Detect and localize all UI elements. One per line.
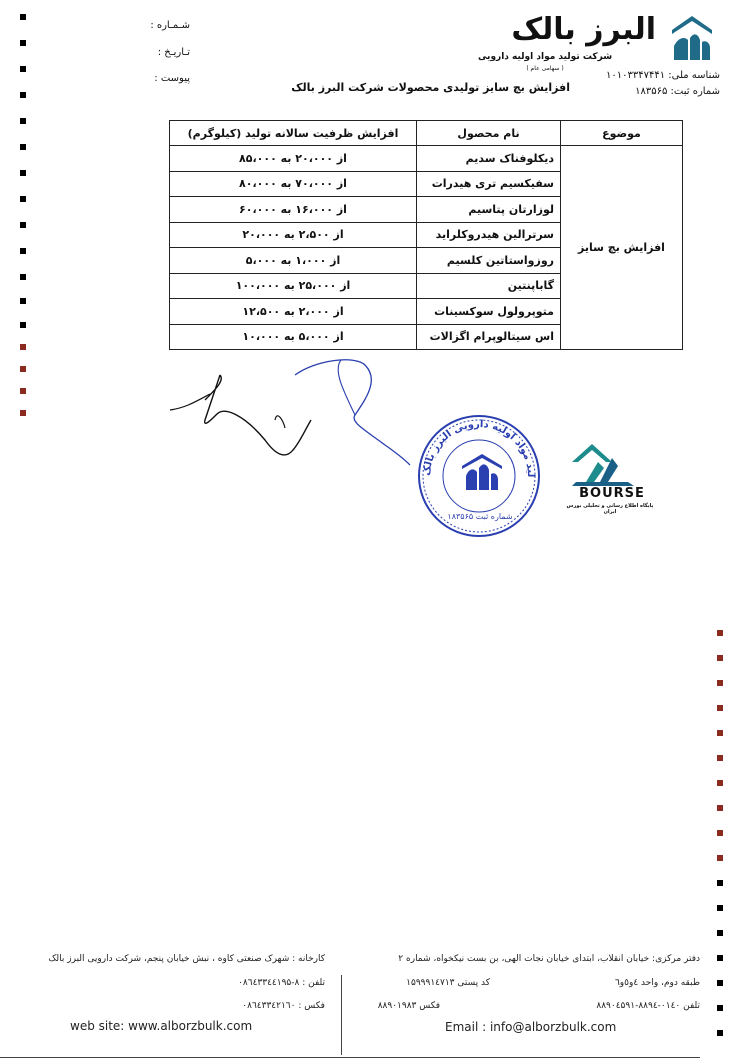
margin-mark: [20, 222, 26, 228]
company-stamp: [410, 410, 550, 544]
margin-mark: [717, 905, 723, 911]
margin-mark: [20, 344, 26, 350]
margin-mark: [20, 118, 26, 124]
company-subtitle: شرکت تولید مواد اولیه دارویی: [477, 52, 613, 62]
margin-mark: [20, 144, 26, 150]
company-logo-icon: [668, 12, 716, 66]
attachment-label: پيوست :: [154, 73, 190, 84]
margin-mark: [717, 630, 723, 636]
margin-mark: [717, 930, 723, 936]
margin-mark: [717, 880, 723, 886]
office-floor: طبقه دوم، واحد ٤و٥و٦: [614, 978, 700, 988]
document-title: افزایش بچ سایز تولیدی محصولات شرکت البرز بالک: [291, 81, 570, 94]
increase-cell: از ۱۶،۰۰۰ به ۶۰،۰۰۰: [170, 197, 417, 223]
margin-mark: [20, 248, 26, 254]
margin-mark: [20, 322, 26, 328]
footer-divider: [341, 975, 342, 1055]
increase-cell: از ۲،۰۰۰ به ۱۲،۵۰۰: [170, 299, 417, 325]
margin-mark: [20, 366, 26, 372]
topic-cell: افزایش بچ سایز: [561, 146, 683, 350]
product-cell: سرترالین هیدروکلراید: [417, 222, 561, 248]
factory-fax: فکس : ۰۸٦٤۳۳٤۲۱٦۰: [242, 1001, 325, 1011]
increase-cell: از ۱،۰۰۰ به ۵،۰۰۰: [170, 248, 417, 274]
number-label: شـمـاره :: [150, 20, 190, 31]
stamp-reg: شماره ثبت ۱۸۳۵۶۵: [447, 512, 513, 521]
margin-mark: [717, 1005, 723, 1011]
margin-mark: [20, 14, 26, 20]
bourse-logo-icon: [568, 442, 654, 492]
margin-mark: [20, 66, 26, 72]
margin-mark: [717, 705, 723, 711]
header-product: نام محصول: [417, 121, 561, 146]
website-link[interactable]: web site: www.alborzbulk.com: [70, 1019, 253, 1033]
margin-mark: [20, 170, 26, 176]
margin-mark: [717, 755, 723, 761]
office-phone: تلفن ۰۱٤٠-۸۸۹٤-۸۸۹۰٤۵۹۱: [596, 1001, 700, 1011]
bourse-logo: [566, 442, 654, 515]
margin-mark: [20, 92, 26, 98]
margin-mark: [717, 680, 723, 686]
batch-size-table: [169, 120, 683, 350]
margin-mark: [717, 655, 723, 661]
increase-cell: از ۲۰،۰۰۰ به ۸۵،۰۰۰: [170, 146, 417, 172]
email-link[interactable]: Email : info@alborzbulk.com: [445, 1020, 617, 1034]
registration-number: شماره ثبت: ۱۸۳۵۶۵: [635, 86, 720, 97]
margin-mark: [20, 410, 26, 416]
company-logo-text: البرز بالک: [511, 12, 656, 47]
margin-mark: [20, 40, 26, 46]
bourse-caption: پایگاه اطلاع رسانی و تحلیلی بورس ایران: [566, 503, 654, 515]
margin-mark: [20, 298, 26, 304]
postal-code: کد پستی ۱۵۹۹۹۱٤۷۱۳: [406, 978, 490, 988]
increase-cell: از ۲،۵۰۰ به ۲۰،۰۰۰: [170, 222, 417, 248]
product-cell: گاباپنتین: [417, 273, 561, 299]
margin-mark: [20, 388, 26, 394]
table-header-row: [170, 121, 683, 146]
increase-cell: از ۵،۰۰۰ به ۱۰،۰۰۰: [170, 324, 417, 350]
margin-mark: [717, 955, 723, 961]
product-cell: متوپرولول سوکسینات: [417, 299, 561, 325]
table-row: [170, 146, 683, 172]
bourse-name: BOURSE: [579, 486, 645, 501]
margin-mark: [20, 196, 26, 202]
increase-cell: از ۲۵،۰۰۰ به ۱۰۰،۰۰۰: [170, 273, 417, 299]
factory-phone: تلفن : ۸-۰۸٦٤۳۳٤٤۱۹۵: [238, 978, 325, 988]
office-address: دفتر مرکزی: خیابان انقلاب، ابتدای خیابان نجات الهی، بن بست نیکخواه، شماره ۲: [398, 954, 700, 964]
product-cell: روزواستاتین کلسیم: [417, 248, 561, 274]
office-fax: فکس ۸۸۹۰۱۹۸۳: [377, 1001, 440, 1011]
margin-mark: [20, 274, 26, 280]
footer-baseline: [0, 1057, 700, 1058]
margin-mark: [717, 855, 723, 861]
margin-mark: [717, 830, 723, 836]
margin-mark: [717, 780, 723, 786]
margin-mark: [717, 730, 723, 736]
margin-mark: [717, 1030, 723, 1036]
header-increase: افزایش ظرفیت سالانه تولید (کیلوگرم): [170, 121, 417, 146]
stamp-text: لید مواد اولیه دارویی البرز بالک: [421, 418, 537, 478]
handwritten-signature: [165, 350, 425, 480]
national-id: شناسه ملی: ۱۰۱۰۳۳۴۷۴۴۱: [605, 70, 720, 81]
header-topic: موضوع: [561, 121, 683, 146]
margin-mark: [717, 980, 723, 986]
product-cell: اس سیتالوپرام اگزالات: [417, 324, 561, 350]
product-cell: دیکلوفناک سدیم: [417, 146, 561, 172]
increase-cell: از ۷۰،۰۰۰ به ۸۰،۰۰۰: [170, 171, 417, 197]
product-cell: لوزارتان پتاسیم: [417, 197, 561, 223]
product-cell: سفیکسیم تری هیدرات: [417, 171, 561, 197]
factory-address: کارخانه : شهرک صنعتی کاوه ، نبش خیابان پنجم، شرکت دارویی البرز بالک: [48, 954, 325, 964]
date-label: تـاريـخ :: [157, 47, 190, 58]
company-type: ( سهامی عام ): [526, 65, 564, 72]
margin-mark: [717, 805, 723, 811]
